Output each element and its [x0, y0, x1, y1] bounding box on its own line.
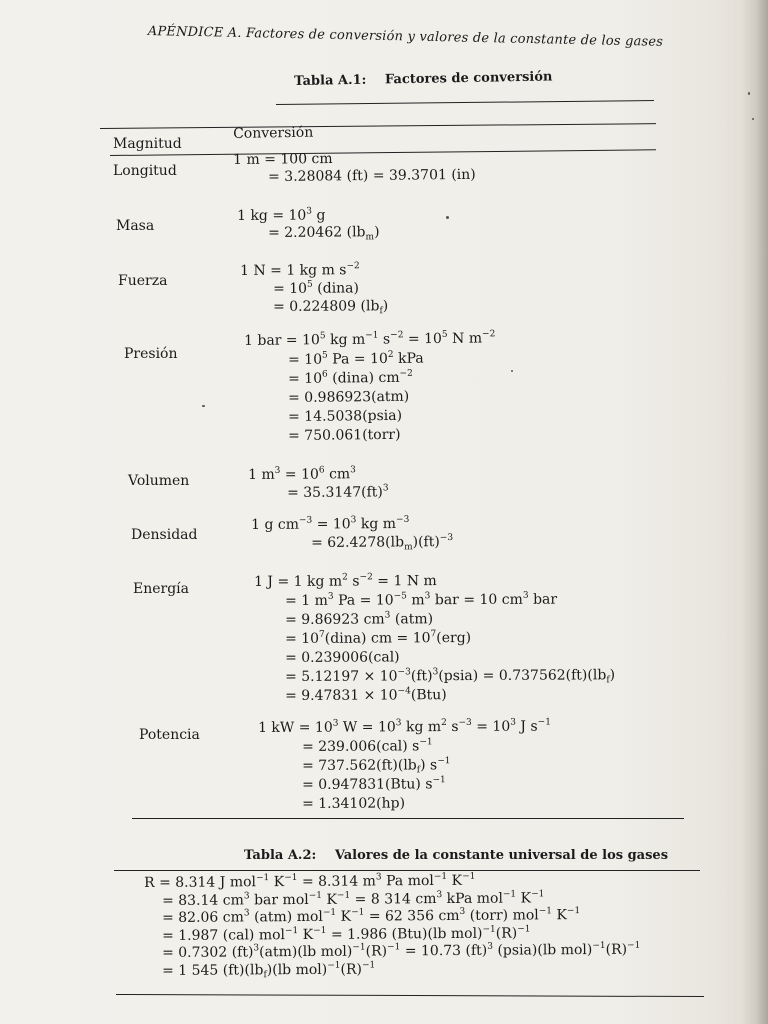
conversion-line: = $10^6$ (dina) $cm^{-2}$: [288, 368, 413, 387]
conversion-line: = 1 $m^3$ $Pa = 10^{-5}$ $m^3$ bar = 10 $cm^3$ bar: [285, 590, 558, 609]
conversion-line: = 0.947831(Btu) $s^{-1}$: [302, 775, 446, 793]
conversion-line-primary: 1 N = 1 kg m $s^{-2}$: [240, 261, 360, 279]
scan-speck: [752, 118, 754, 120]
conversion-line-primary: 1 bar = $10^5$ kg $m^{-1}$ $s^{-2} = 10^5$ N $m^{-2}$: [244, 329, 496, 349]
conversion-line: = 3.28084 (ft) = 39.3701 (in): [268, 166, 476, 185]
conversion-line: = 2.20462 $(lb_m)$: [268, 224, 380, 243]
column-header-conversion: Conversión: [233, 124, 314, 142]
table1-header-bottom-rule: [110, 149, 656, 156]
running-header: APÉNDICE A. Factores de conversión y valores de la constante de los gases: [147, 24, 664, 50]
table1-top-rule: [276, 100, 654, 105]
table2-caption: [244, 848, 668, 863]
row-magnitude: Masa: [116, 218, 155, 234]
page-edge-shadow: [742, 0, 768, 1024]
gas-constant-line: = 0.7302 (ft)$^3$(atm)(lb $mol)^{-1}(R)^{-1} = 10.73$ (ft)$^3$ (psia)(lb $mol)^{-1}(R)^{-1}$: [162, 940, 641, 961]
gas-constant-line: = 82.06 $cm^3$ (atm) mol$^{-1}$ $K^{-1} = 62$ 356 $cm^3$ (torr) mol$^{-1}$ $K^{-1}$: [162, 906, 581, 926]
row-magnitude: Presión: [124, 346, 178, 362]
conversion-line-primary: 1 J = 1 kg $m^2$ $s^{-2} = 1$ N m: [254, 572, 437, 590]
conversion-line: = 0.239006(cal): [285, 649, 400, 666]
conversion-line: = 1.34102(hp): [302, 795, 406, 812]
column-header-magnitude: Magnitud: [113, 136, 182, 152]
row-magnitude: Fuerza: [118, 273, 168, 289]
gas-constant-line: = 83.14 $cm^3$ bar mol$^{-1}$ $K^{-1} = 8$ 314 $cm^3$ kPa mol$^{-1}$ $K^{-1}$: [162, 888, 545, 909]
conversion-line: = $10^5$ (dina): [273, 279, 360, 297]
conversion-line: = 35.3147(ft)$^3$: [287, 483, 389, 501]
table1-caption: [294, 69, 553, 89]
table2-title: Valores de la constante universal de los gases: [334, 848, 669, 863]
table2-top-rule: [114, 870, 700, 871]
conversion-line: = 239.006(cal) $s^{-1}$: [302, 737, 433, 755]
row-magnitude: Potencia: [139, 727, 200, 743]
conversion-line: = $10^5$ $Pa = 10^2$ kPa: [288, 349, 424, 368]
row-magnitude: Energía: [133, 581, 189, 597]
conversion-line-primary: 1 g $cm^{-3} = 10^3$ kg $m^{-3}$: [251, 514, 410, 533]
conversion-line: = 9.86923 $cm^3$ (atm): [285, 610, 434, 628]
table1-title: Factores de conversión: [384, 69, 553, 88]
table1-bottom-rule: [132, 818, 684, 819]
scan-speck: [202, 405, 205, 407]
scan-speck: [446, 216, 449, 219]
conversion-line: = 750.061(torr): [288, 426, 401, 444]
conversion-line-primary: 1 m = 100 cm: [233, 150, 333, 168]
gas-constant-line-primary: R = 8.314 J mol$^{-1}$ $K^{-1} = 8.314$ $m^3$ Pa mol$^{-1}$ $K^{-1}$: [144, 871, 476, 891]
table2-bottom-rule: [116, 994, 704, 997]
conversion-line: = $9.47831 \times 10^{-4}(Btu)$: [285, 686, 447, 704]
conversion-line: = 0.224809 $(lb_f)$: [273, 298, 389, 317]
table1-label: Tabla A.1:: [294, 72, 367, 89]
row-magnitude: Longitud: [113, 163, 177, 179]
gas-constant-line: = 1.987 (cal) mol$^{-1}$ $K^{-1} = 1.986$ (Btu)(lb $mol)^{-1}(R)^{-1}$: [162, 923, 531, 944]
conversion-line: = $5.12197 \times 10^{-3}(ft)^3(psia) = 0.737562(ft)(lb_f)$: [285, 667, 616, 686]
conversion-line-primary: 1 kg = $10^3$ g: [237, 206, 326, 224]
scan-speck: [511, 370, 513, 372]
conversion-line-primary: 1 $m^3 = 10^6$ $cm^3$: [248, 465, 356, 483]
row-magnitude: Densidad: [131, 527, 198, 543]
conversion-line: = $737.562(ft)(lb_f)$ $s^{-1}$: [302, 756, 451, 776]
conversion-line: = 14.5038(psia): [288, 407, 403, 425]
gas-constant-line: = 1 545 $(ft)(lb_f)(lb$ $mol)^{-1}(R)^{-1}$: [162, 960, 376, 980]
table1-header-top-rule: [100, 123, 656, 129]
conversion-line-primary: 1 kW = $10^3$ $W = 10^3$ kg $m^2$ $s^{-3} = 10^3$ J $s^{-1}$: [258, 717, 551, 736]
conversion-line: = 0.986923(atm): [288, 388, 410, 406]
scan-speck: [748, 92, 750, 95]
table2-label: Tabla A.2:: [244, 848, 317, 863]
row-magnitude: Volumen: [128, 473, 190, 489]
conversion-line: = $10^7(dina)$ cm = $10^7(erg)$: [285, 629, 472, 647]
conversion-line: = $62.4278(lb_m)(ft)^{-3}$: [311, 533, 454, 553]
